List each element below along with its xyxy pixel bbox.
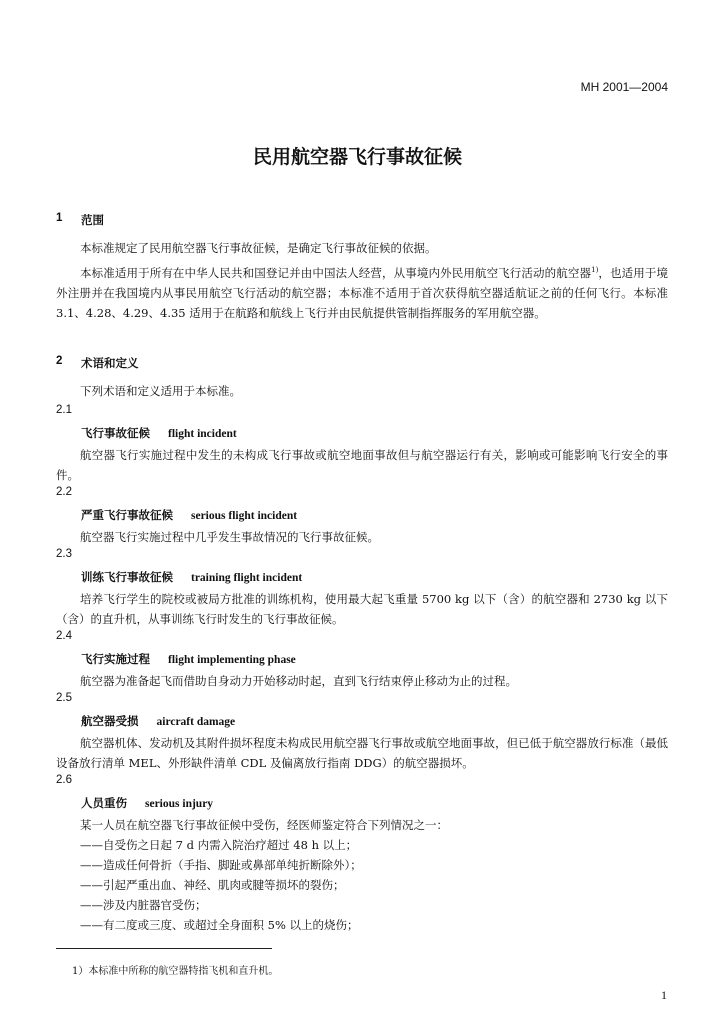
page-title: 民用航空器飞行事故征候 — [252, 146, 462, 168]
section-2-heading: 术语和定义 — [81, 356, 139, 370]
term-2-1-en: flight incident — [168, 428, 237, 440]
term-2-6-number: 2.6 — [56, 774, 72, 786]
section-1-number: 1 — [56, 212, 63, 224]
injury-item: ——自受伤之日起 7 d 内需入院治疗超过 48 h 以上； — [80, 838, 358, 852]
section-1-heading: 范围 — [81, 213, 104, 227]
term-2-2-en: serious flight incident — [191, 510, 298, 522]
section-1-paragraph-1: 本标准规定了民用航空器飞行事故征候，是确定飞行事故征候的依据。 — [80, 241, 437, 255]
section-1-paragraph-2 — [56, 260, 668, 323]
term-2-5-title — [81, 713, 235, 729]
footnote-marker: 1) — [591, 266, 599, 274]
section-2-number: 2 — [56, 355, 63, 367]
section-2-intro: 下列术语和定义适用于本标准。 — [80, 384, 241, 398]
term-2-4-zh: 飞行实施过程 — [81, 652, 150, 666]
term-2-6-title — [81, 795, 213, 811]
footnote: 1）本标准中所称的航空器特指飞机和直升机。 — [72, 966, 279, 977]
term-2-2-definition: 航空器飞行实施过程中几乎发生事故情况的飞行事故征候。 — [80, 530, 379, 544]
term-2-4-definition: 航空器为准备起飞而借助自身动力开始移动时起，直到飞行结束停止移动为止的过程。 — [80, 674, 517, 688]
term-2-4-en: flight implementing phase — [168, 654, 296, 666]
term-2-1-zh: 飞行事故征候 — [81, 426, 150, 440]
term-2-1-definition: 航空器飞行实施过程中发生的未构成飞行事故或航空地面事故但与航空器运行有关，影响或可能影响飞行安全的事件。 — [56, 448, 668, 482]
injury-item: ——涉及内脏器官受伤； — [80, 898, 207, 912]
term-2-4-title — [81, 651, 296, 667]
section-1-paragraph-2-text-b: ，也适用于境外注册并在我国境内从事民用航空飞行活动的航空器；本标准不适用于首次获得航空器适航证之前的任何飞行。本标准 3.1、4.28、4.29、4.35 适用于在航路和航线上飞行并由民航提供管制指挥服务的军用航空器。 — [56, 265, 668, 320]
term-2-2-zh: 严重飞行事故征候 — [81, 508, 173, 522]
term-2-1-title — [81, 425, 237, 441]
term-2-6-definition: 某一人员在航空器飞行事故征候中受伤，经医师鉴定符合下列情况之一： — [80, 818, 448, 832]
term-2-1-number: 2.1 — [56, 404, 72, 416]
term-2-2-number: 2.2 — [56, 486, 72, 498]
injury-item: ——引起严重出血、神经、肌肉或腱等损坏的裂伤； — [80, 878, 345, 892]
term-2-5-en: aircraft damage — [156, 716, 236, 728]
term-2-3-number: 2.3 — [56, 548, 72, 560]
page-number: 1 — [661, 988, 667, 1002]
injury-item: ——造成任何骨折（手指、脚趾或鼻部单纯折断除外）； — [80, 858, 362, 872]
section-1-paragraph-2-text-a: 本标准适用于所有在中华人民共和国登记并由中国法人经营，从事境内外民用航空飞行活动的航空器 — [80, 265, 592, 280]
term-2-5-zh: 航空器受损 — [81, 714, 139, 728]
term-2-3-definition: 培养飞行学生的院校或被局方批准的训练机构，使用最大起飞重量 5700 kg 以下（含）的航空器和 2730 kg 以下（含）的直升机，从事训练飞行时发生的飞行事故征候。 — [56, 592, 668, 626]
term-2-6-zh: 人员重伤 — [81, 796, 127, 810]
standard-code: MH 2001—2004 — [580, 80, 668, 94]
term-2-3-zh: 训练飞行事故征候 — [81, 570, 173, 584]
term-2-3-en: training flight incident — [191, 572, 303, 584]
term-2-6-en: serious injury — [145, 798, 214, 810]
term-2-3-title — [81, 569, 302, 585]
term-2-4-number: 2.4 — [56, 630, 72, 642]
term-2-5-number: 2.5 — [56, 692, 72, 704]
injury-item: ——有二度或三度、或超过全身面积 5% 以上的烧伤； — [80, 918, 359, 932]
footnote-divider — [56, 948, 272, 949]
term-2-5-definition: 航空器机体、发动机及其附件损坏程度未构成民用航空器飞行事故或航空地面事故，但已低于航空器放行标准（最低设备放行清单 MEL、外形缺件清单 CDL 及偏离放行指南 DDG）的航空器损坏。 — [56, 736, 668, 770]
term-2-2-title — [81, 507, 297, 523]
